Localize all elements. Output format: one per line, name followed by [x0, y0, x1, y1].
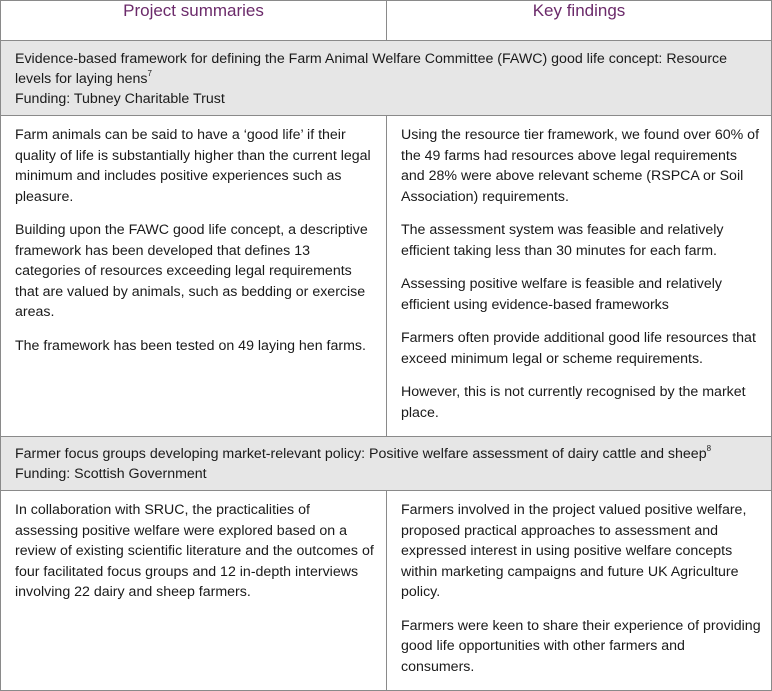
project-title: Farmer focus groups developing market-relevant policy: Positive welfare assessment of dairy cattle and sheep — [15, 446, 707, 462]
column-header-project-summaries: Project summaries — [1, 1, 387, 41]
finding-paragraph: Farmers were keen to share their experience of providing good life opportunities with other farmers and consumers. — [401, 617, 761, 675]
finding-paragraph: The assessment system was feasible and relatively efficient taking less than 30 minutes for each farm. — [401, 222, 724, 259]
footnote-ref: 7 — [147, 69, 152, 79]
project-funding: Funding: Tubney Charitable Trust — [15, 91, 225, 107]
project-title-row — [1, 41, 772, 116]
finding-paragraph: However, this is not currently recognised by the market place. — [401, 384, 746, 421]
finding-paragraph: Farmers involved in the project valued positive welfare, proposed practical approaches to assessment and expressed interest in using positive welfare concepts within marketing campaigns and future UK Agriculture policy. — [401, 502, 747, 600]
project-body-row — [1, 116, 772, 437]
summary-paragraph: The framework has been tested on 49 laying hen farms. — [15, 337, 366, 354]
project-title: Evidence-based framework for defining the Farm Animal Welfare Committee (FAWC) good life concept: Resource levels for laying hens — [15, 51, 728, 87]
finding-paragraph: Using the resource tier framework, we found over 60% of the 49 farms had resources above legal requirements and 28% were above relevant scheme (RSPCA or Soil Association) requirements. — [401, 127, 760, 205]
summary-paragraph: Building upon the FAWC good life concept, a descriptive framework has been developed that defines 13 categories of resources exceeding legal requirements that are valued by animals, such as bedding or exercise areas. — [15, 222, 368, 320]
project-funding: Funding: Scottish Government — [15, 466, 207, 482]
project-title-cell — [1, 437, 772, 491]
header-row — [1, 1, 772, 41]
summary-cell — [1, 116, 387, 437]
project-title-cell — [1, 41, 772, 116]
column-header-key-findings: Key findings — [387, 1, 772, 41]
footnote-ref: 8 — [706, 444, 712, 454]
finding-paragraph: Assessing positive welfare is feasible and relatively efficient using evidence-based frameworks — [401, 276, 722, 313]
project-title-row — [1, 437, 772, 491]
findings-cell — [387, 116, 772, 437]
finding-paragraph: Farmers often provide additional good life resources that exceed minimum legal or scheme requirements. — [401, 330, 756, 367]
summary-paragraph: Farm animals can be said to have a ‘good life’ if their quality of life is substantially higher than the current legal minimum and includes positive experiences such as pleasure. — [15, 127, 371, 205]
summary-paragraph: In collaboration with SRUC, the practicalities of assessing positive welfare were explored based on a review of existing scientific literature and the outcomes of four facilitated focus groups and 12 in-depth interviews involving 22 dairy and sheep farmers. — [15, 502, 374, 600]
